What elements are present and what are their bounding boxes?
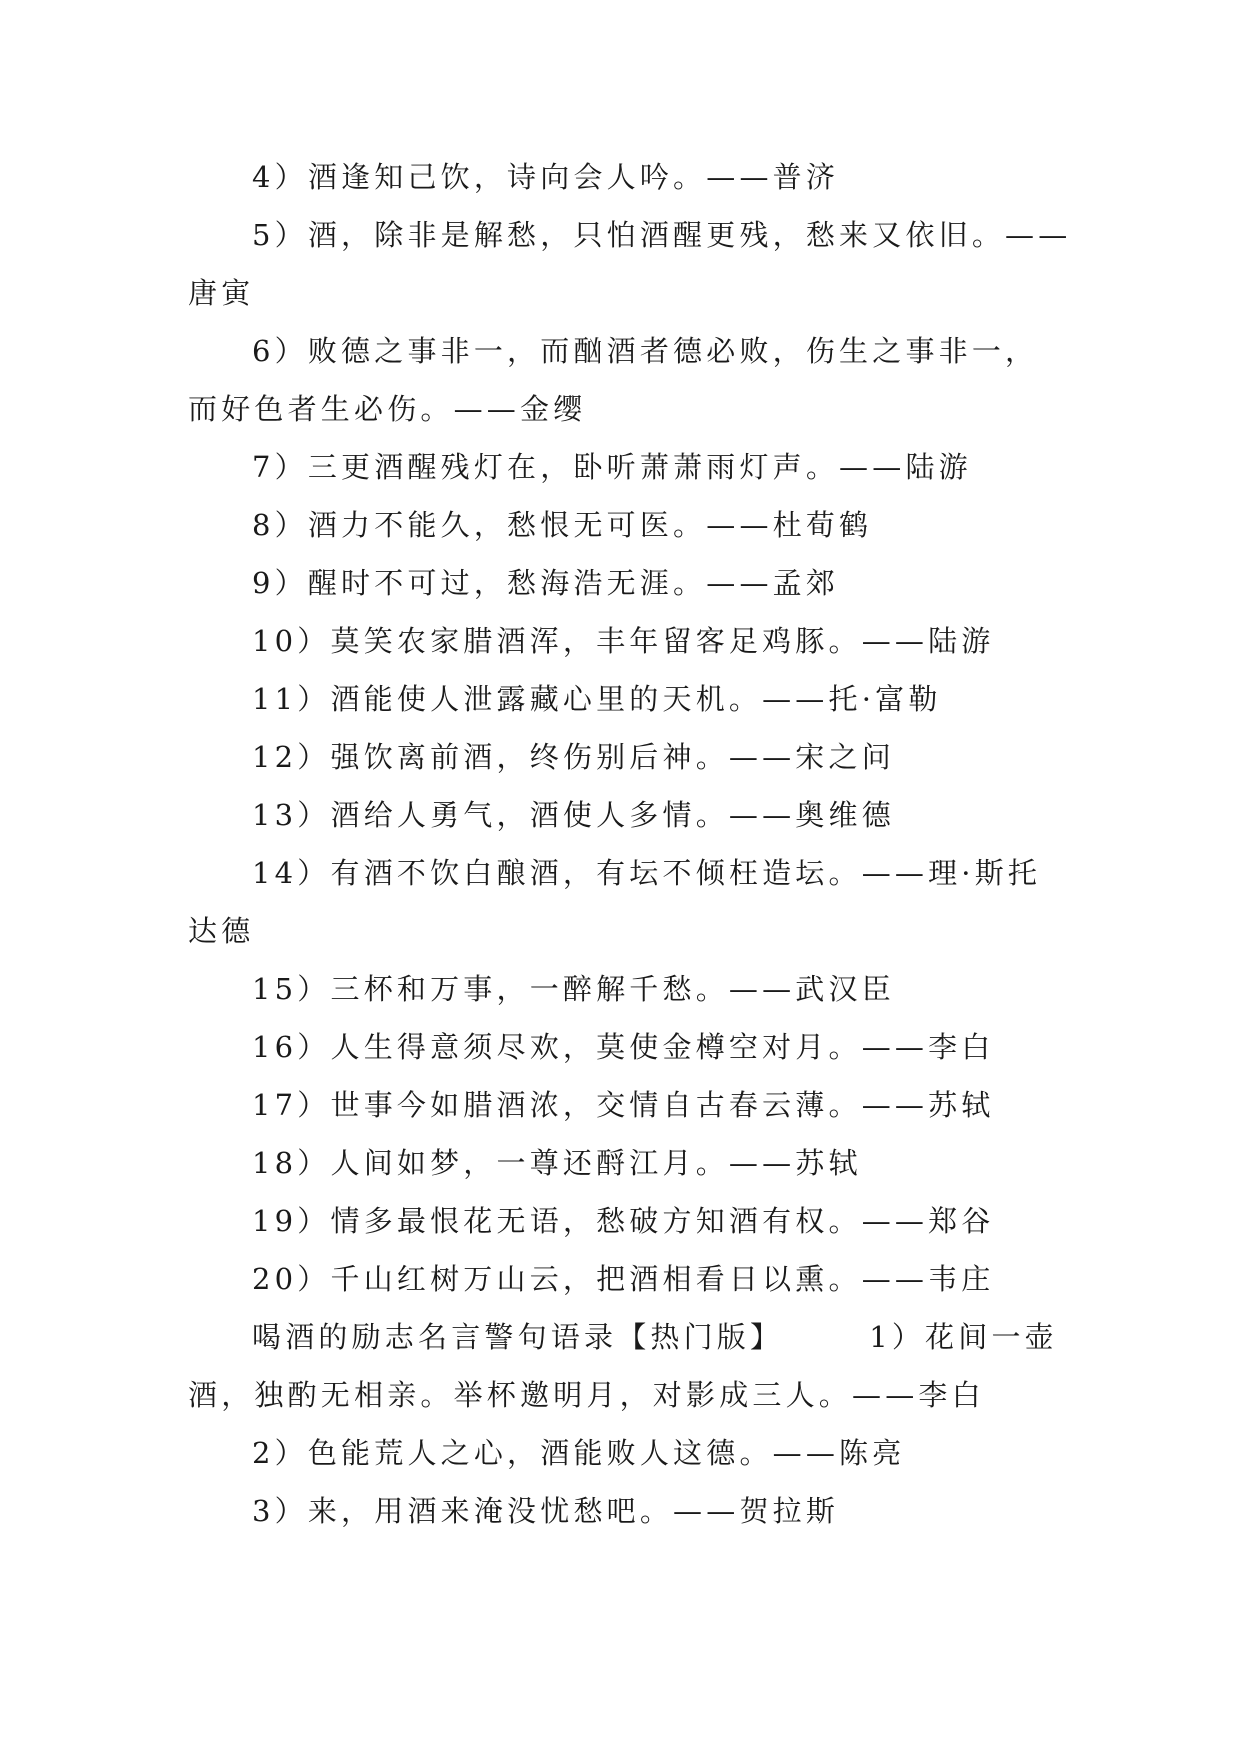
quote-line: 20）千山红树万山云，把酒相看日以熏。——韦庄 xyxy=(252,1262,995,1296)
quote-line-continuation: 而好色者生必伤。——金缨 xyxy=(188,392,587,426)
quote-line: 17）世事今如腊酒浓，交情自古春云薄。——苏轼 xyxy=(252,1088,995,1122)
quote-line: 6）败德之事非一，而酗酒者德必败，伤生之事非一， xyxy=(252,334,1039,368)
quote-line: 14）有酒不饮白酿酒，有坛不倾枉造坛。——理·斯托 xyxy=(252,856,1042,890)
quote-line: 19）情多最恨花无语，愁破方知酒有权。——郑谷 xyxy=(252,1204,995,1238)
quote-line: 18）人间如梦，一尊还酹江月。——苏轼 xyxy=(252,1146,862,1180)
quote-list xyxy=(188,157,1072,1549)
quote-line: 3）来，用酒来淹没忧愁吧。——贺拉斯 xyxy=(252,1494,840,1528)
quote-line: 7）三更酒醒残灯在，卧听萧萧雨灯声。——陆游 xyxy=(252,450,972,484)
section-heading: 喝酒的励志名言警句语录【热门版】 xyxy=(252,1320,784,1354)
quote-line-continuation: 唐寅 xyxy=(188,276,255,310)
quote-line: 16）人生得意须尽欢，莫使金樽空对月。——李白 xyxy=(252,1030,995,1064)
quote-line: 13）酒给人勇气，酒使人多情。——奥维德 xyxy=(252,798,895,832)
quote-line: 4）酒逢知己饮，诗向会人吟。——普济 xyxy=(252,160,840,194)
quote-line: 15）三杯和万事，一醉解千愁。——武汉臣 xyxy=(252,972,895,1006)
quote-line: 9）醒时不可过，愁海浩无涯。——孟郊 xyxy=(252,566,840,600)
quote-line-continuation: 达德 xyxy=(188,914,255,948)
quote-line: 12）强饮离前酒，终伤别后神。——宋之问 xyxy=(252,740,895,774)
quote-line: 5）酒，除非是解愁，只怕酒醒更残，愁来又依旧。—— xyxy=(252,218,1072,252)
quote-line: 10）莫笑农家腊酒浑，丰年留客足鸡豚。——陆游 xyxy=(252,624,995,658)
quote-line: 11）酒能使人泄露藏心里的天机。——托·富勒 xyxy=(252,682,942,716)
quote-line: 1）花间一壶 xyxy=(869,1320,1058,1354)
quote-line: 2）色能荒人之心，酒能败人这德。——陈亮 xyxy=(252,1436,906,1470)
section-heading-line xyxy=(188,1317,1058,1375)
quote-line-continuation: 酒，独酌无相亲。举杯邀明月，对影成三人。——李白 xyxy=(188,1378,985,1412)
quote-line: 8）酒力不能久，愁恨无可医。——杜荀鹤 xyxy=(252,508,873,542)
